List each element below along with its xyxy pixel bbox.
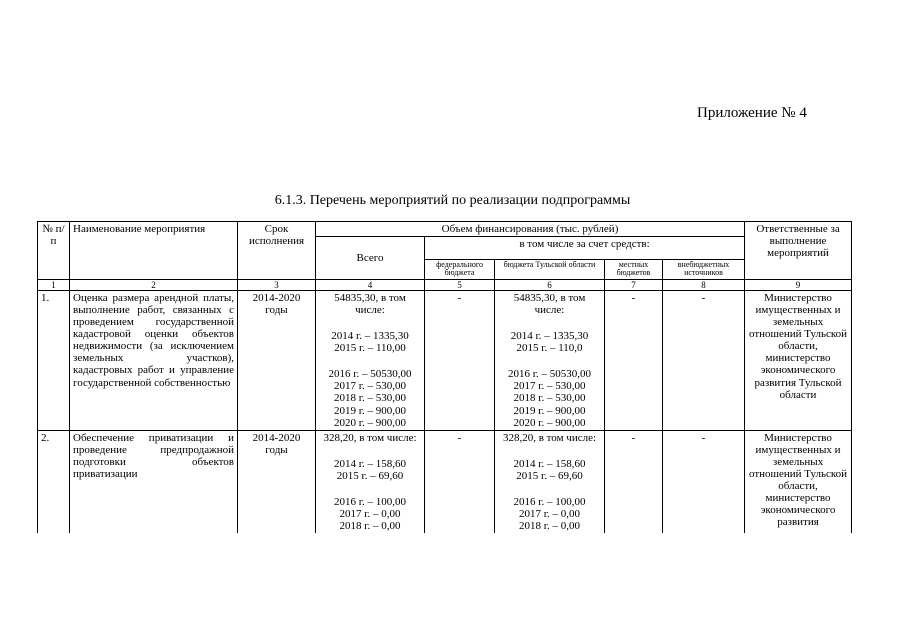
row-name: Оценка размера арендной платы, выполнение работ, связанных с проведением государственной кадастровой оценки объектов недвижимости (за исключением земельных участков), кадастровых работ и управление государственной собственностью [70, 290, 238, 430]
appendix-label: Приложение № 4 [697, 105, 807, 121]
row-local: - [605, 290, 663, 430]
total-year: 2019 г. – 900,00 [333, 404, 407, 417]
total-year: 2015 г. – 69,60 [336, 469, 404, 482]
header-local: местных бюджетов [605, 260, 663, 280]
total-year: 2017 г. – 530,00 [333, 380, 407, 393]
row-offbudget: - [663, 290, 745, 430]
col-number: 6 [495, 279, 605, 290]
total-year: 2014 г. – 1335,30 [331, 330, 409, 343]
header-federal: федерального бюджета [425, 260, 495, 280]
row-regional [495, 290, 605, 430]
regional-year: 2018 г. – 0,00 [518, 520, 581, 533]
total-year: 2016 г. – 50530,00 [328, 368, 412, 381]
regional-head: 54835,30, в том числе: [513, 291, 586, 316]
regional-year: 2019 г. – 900,00 [513, 404, 586, 417]
row-responsible: Министерство имущественных и земельных отношений Тульской области, министерство экономического развития [745, 430, 852, 533]
regional-year: 2020 г. – 900,00 [513, 416, 586, 429]
header-name: Наименование мероприятия [70, 222, 238, 280]
col-number: 1 [38, 279, 70, 290]
regional-year: 2015 г. – 110,0 [516, 342, 583, 355]
row-name: Обеспечение приватизации и проведение предпродажной подготовки объектов приватизации [70, 430, 238, 533]
col-number: 2 [70, 279, 238, 290]
col-number: 5 [425, 279, 495, 290]
row-num: 1. [38, 290, 70, 430]
header-including: в том числе за счет средств: [425, 237, 745, 260]
total-year: 2018 г. – 0,00 [339, 520, 401, 533]
row-federal: - [425, 290, 495, 430]
row-responsible: Министерство имущественных и земельных отношений Тульской области, министерство экономического развития Тульской области [745, 290, 852, 430]
header-term: Срок исполнения [238, 222, 316, 280]
row-term: 2014-2020 годы [238, 430, 316, 533]
col-number: 8 [663, 279, 745, 290]
row-regional [495, 430, 605, 533]
regional-year: 2015 г. – 69,60 [516, 469, 583, 482]
col-number: 3 [238, 279, 316, 290]
regional-year: 2017 г. – 530,00 [513, 380, 586, 393]
total-year: 2020 г. – 900,00 [333, 416, 407, 429]
row-federal: - [425, 430, 495, 533]
total-year: 2014 г. – 158,60 [333, 457, 407, 470]
regional-year: 2014 г. – 158,60 [513, 457, 586, 470]
table-row [38, 430, 852, 533]
regional-year: 2014 г. – 1335,30 [510, 330, 589, 343]
total-year: 2015 г. – 110,00 [334, 342, 406, 355]
row-num: 2. [38, 430, 70, 533]
row-offbudget: - [663, 430, 745, 533]
col-number: 4 [316, 279, 425, 290]
header-offbudget: внебюджетных источников [663, 260, 745, 280]
total-year: 2018 г. – 530,00 [333, 392, 407, 405]
total-head: 328,20, в том числе: [323, 431, 417, 444]
header-responsible: Ответственные за выполнение мероприятий [745, 222, 852, 280]
regional-year: 2016 г. – 100,00 [513, 496, 586, 508]
regional-head: 328,20, в том числе: [502, 431, 597, 444]
total-year: 2016 г. – 100,00 [333, 496, 407, 508]
total-head: 54835,30, в том числе: [334, 291, 406, 316]
header-financing: Объем финансирования (тыс. рублей) [316, 222, 745, 237]
table-row [38, 290, 852, 430]
row-total [316, 430, 425, 533]
regional-year: 2016 г. – 50530,00 [507, 368, 592, 381]
regional-year: 2018 г. – 530,00 [513, 392, 586, 405]
header-regional: бюджета Тульской области [495, 260, 605, 280]
activities-table [37, 221, 852, 533]
col-number: 7 [605, 279, 663, 290]
total-year: 2017 г. – 0,00 [339, 508, 401, 521]
row-term: 2014-2020 годы [238, 290, 316, 430]
row-local: - [605, 430, 663, 533]
regional-year: 2017 г. – 0,00 [518, 508, 581, 521]
document-title: 6.1.3. Перечень мероприятий по реализации подпрограммы [274, 193, 631, 208]
header-num: № п/п [38, 222, 70, 280]
row-total [316, 290, 425, 430]
header-total: Всего [316, 237, 425, 280]
col-number: 9 [745, 279, 852, 290]
